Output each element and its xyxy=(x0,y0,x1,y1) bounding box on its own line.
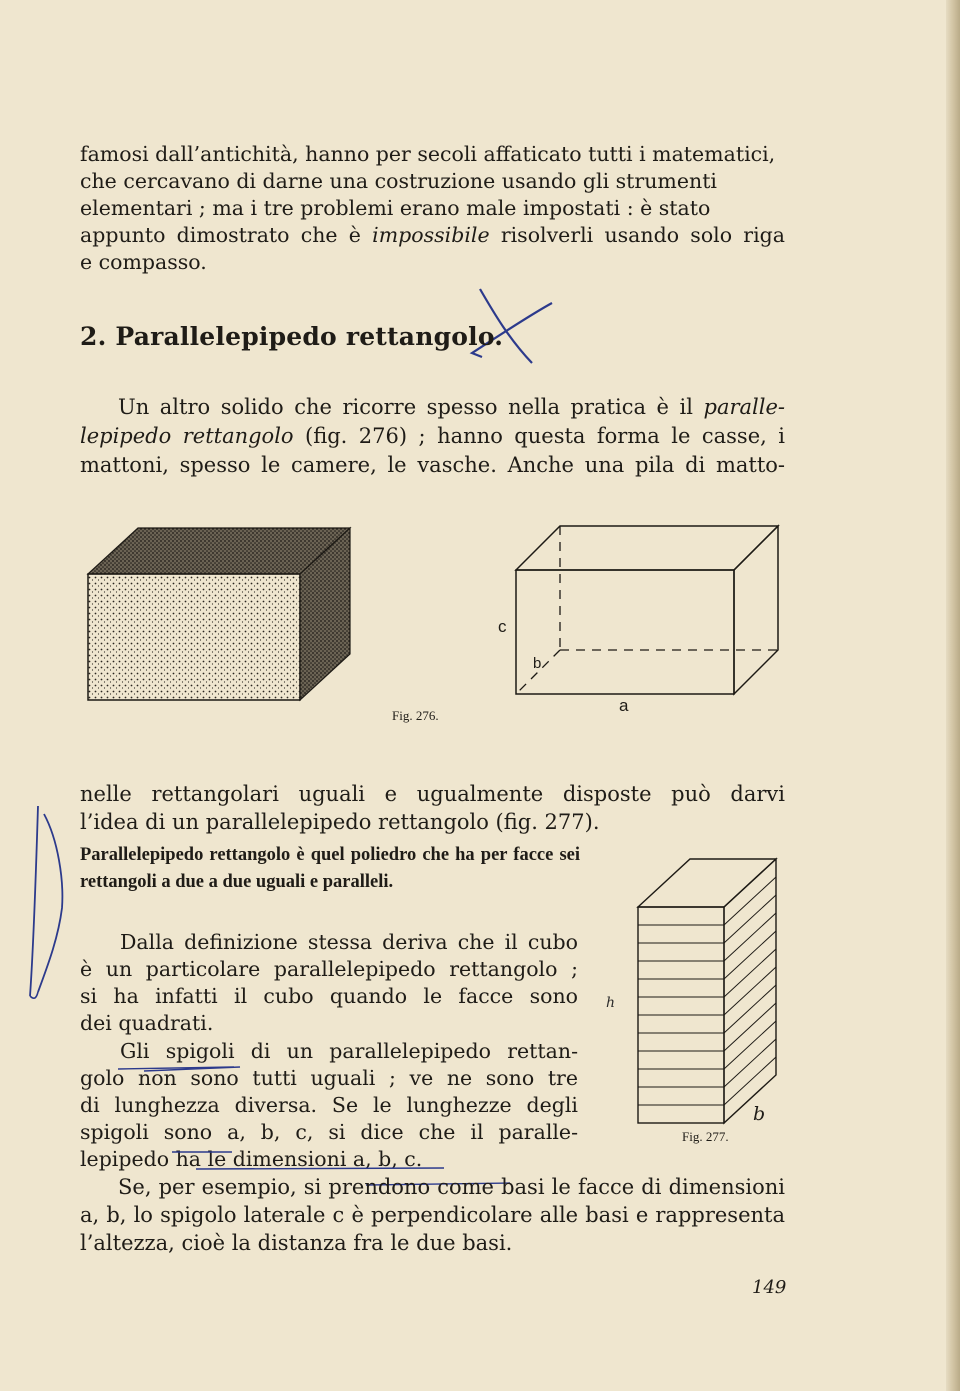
p4-line-5: lepipedo ha le dimensioni a, b, c. xyxy=(80,1147,423,1171)
intro-line-4b: risolverli usando solo riga xyxy=(489,223,785,247)
fig277-sheet-side-line xyxy=(724,949,776,997)
p4-line-3: di lunghezza diversa. Se le lunghezze degli xyxy=(80,1093,578,1117)
p1-line-2a: (fig. 276) ; hanno questa forma le casse, i xyxy=(293,424,785,448)
fig277-sheet-side-line xyxy=(724,967,776,1015)
p1-line-1a: Un altro solido che ricorre spesso nella pratica è il xyxy=(118,395,704,419)
page-number: 149 xyxy=(752,1277,787,1298)
p3-line-3: si ha infatti il cubo quando le facce sono xyxy=(80,984,578,1008)
p4-line-2: golo non sono tutti uguali ; ve ne sono tre xyxy=(80,1066,578,1090)
fig277-sheet-side-line xyxy=(724,877,776,925)
p2-line-1: nelle rettangolari uguali e ugualmente disposte può darvi xyxy=(80,782,785,806)
p3-line-1: Dalla definizione stessa deriva che il cubo xyxy=(120,930,578,954)
fig277-stacked-box xyxy=(634,855,784,1130)
p3-line-4: dei quadrati. xyxy=(80,1011,214,1035)
definition-text: Parallelepipedo rettangolo è quel poliedro che ha per facce sei rettangoli a due a due uguali e paralleli. xyxy=(80,845,580,892)
p3-line-2: è un particolare parallelepipedo rettangolo ; xyxy=(80,957,578,981)
intro-line-4a: appunto dimostrato che è xyxy=(80,223,373,247)
fig276-label-a: a xyxy=(619,696,629,715)
p5-line-1: Se, per esempio, si prendono come basi le facce di dimensioni xyxy=(118,1175,785,1199)
p4-line-4: spigoli sono a, b, c, si dice che il paralle- xyxy=(80,1120,578,1144)
fig276-label-b: b xyxy=(533,655,542,672)
p1-italic-2: lepipedo rettangolo xyxy=(80,424,294,448)
intro-line-2: che cercavano di darne una costruzione usando gli strumenti xyxy=(80,169,717,193)
intro-line-3: elementari ; ma i tre problemi erano male impostati : è stato xyxy=(80,196,711,220)
p4-line-1: Gli spigoli di un parallelepipedo rettan- xyxy=(120,1039,578,1063)
fig277-label-b: b xyxy=(753,1103,766,1125)
intro-line-5: e compasso. xyxy=(80,250,207,274)
intro-line-1: famosi dall’antichità, hanno per secoli affaticato tutti i matematici, xyxy=(80,142,776,166)
fig277-sheet-side-line xyxy=(724,931,776,979)
fig276-caption: Fig. 276. xyxy=(392,708,439,723)
fig277-sheet-side-line xyxy=(724,1021,776,1069)
p2-line-2: l’idea di un parallelepipedo rettangolo (fig. 277). xyxy=(80,810,600,834)
fig277-sheet-side-line xyxy=(724,913,776,961)
fig277-sheet-side-line xyxy=(724,1057,776,1105)
fig277-caption: Fig. 277. xyxy=(682,1129,729,1144)
fig277-sheet-side-line xyxy=(724,985,776,1033)
section-title: 2. Parallelepipedo rettangolo. xyxy=(80,322,504,351)
paragraph-5 xyxy=(80,1173,785,1257)
p5-line-3: l’altezza, cioè la distanza fra le due basi. xyxy=(80,1231,513,1255)
intro-italic-impossibile: impossibile xyxy=(372,223,490,247)
fig277-sheet-side-line xyxy=(724,895,776,943)
fig276-label-c: c xyxy=(498,617,507,636)
fig277-sheet-side-line xyxy=(724,1039,776,1087)
fig277-label-h: h xyxy=(606,995,616,1011)
fig277-sheet-side-line xyxy=(724,1003,776,1051)
p1-italic-1: paralle- xyxy=(703,395,785,419)
p1-line-3: mattoni, spesso le camere, le vasche. Anche una pila di matto- xyxy=(80,453,785,477)
p5-line-2: a, b, lo spigolo laterale c è perpendicolare alle basi e rappresenta xyxy=(80,1203,785,1227)
